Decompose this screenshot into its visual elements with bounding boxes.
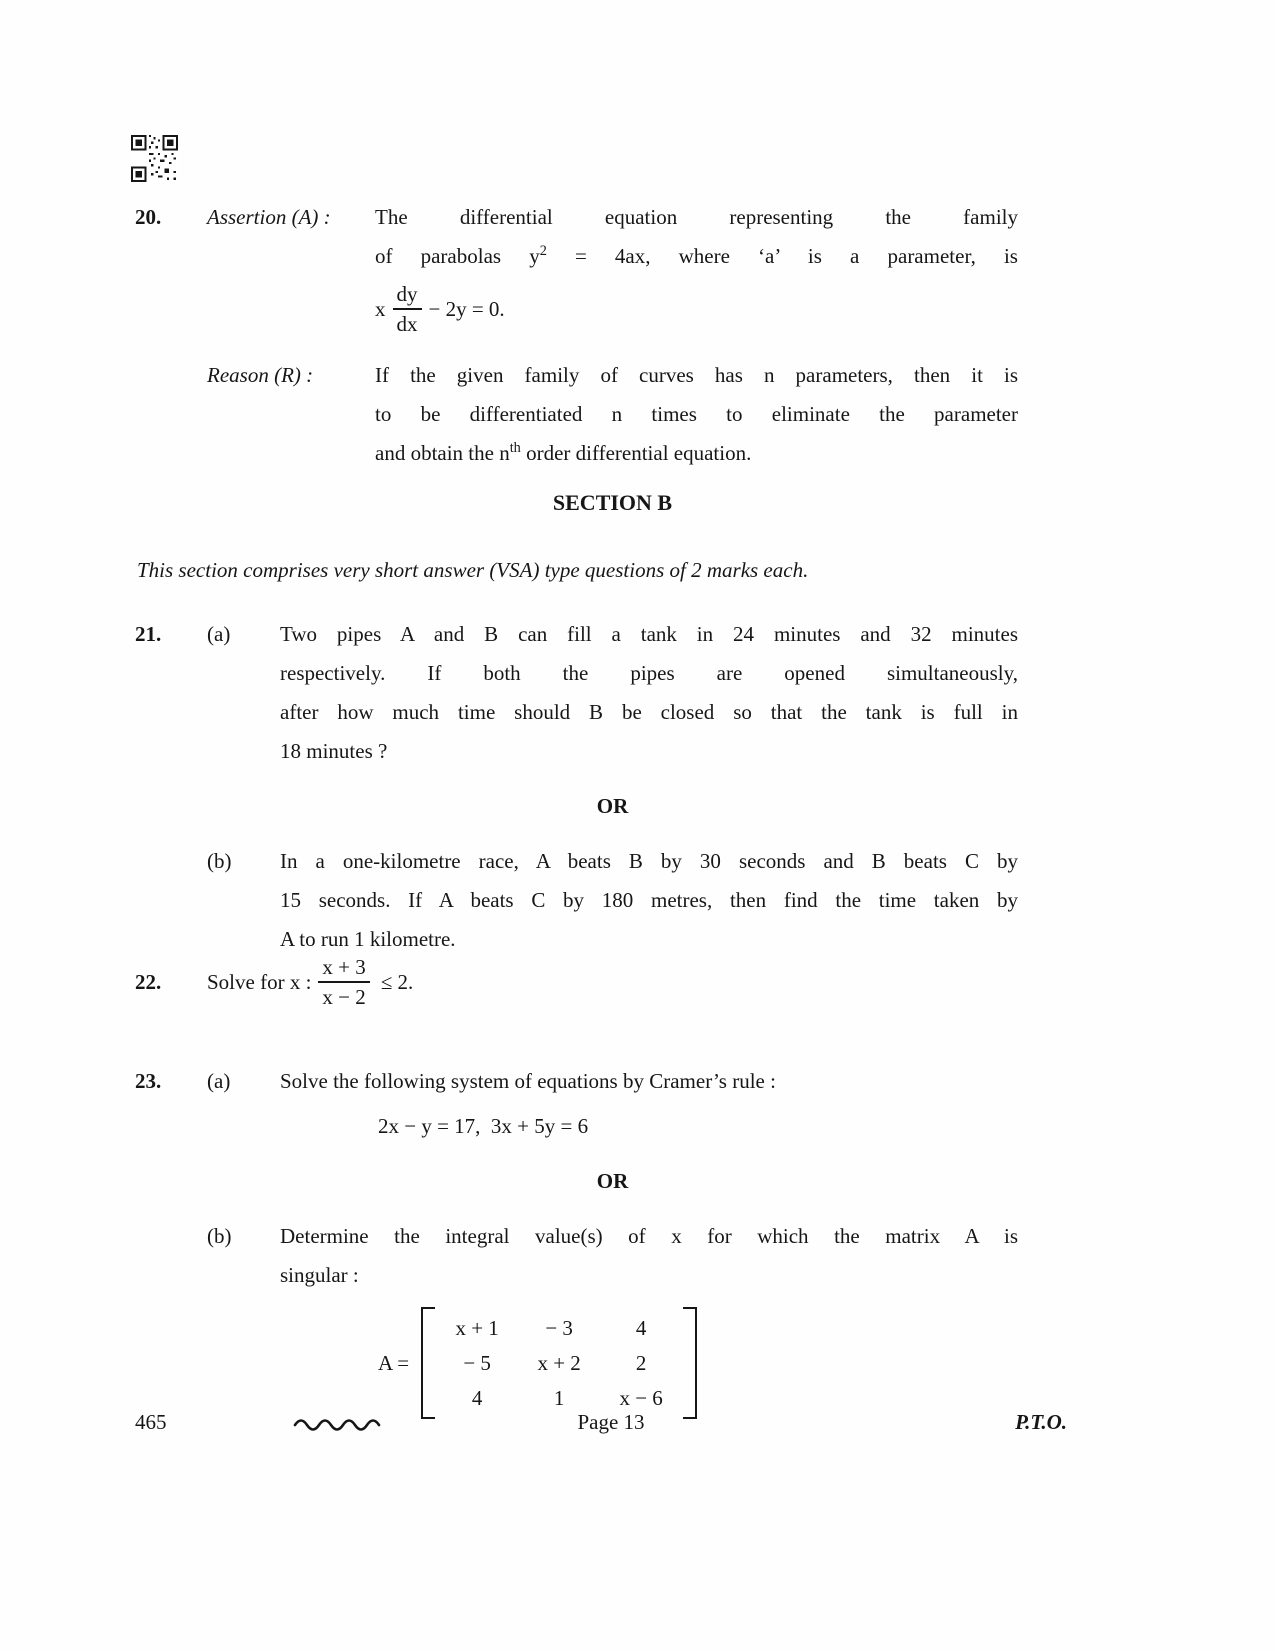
question-prompt: Solve for x :: [207, 969, 312, 994]
part-b-text: [280, 1217, 1018, 1419]
part-b-row: [135, 1217, 1018, 1419]
matrix-grid: [435, 1307, 683, 1419]
spacer: [135, 356, 207, 473]
pto-label: P.T.O.: [1015, 1410, 1067, 1434]
question-22: [135, 955, 1018, 1009]
question-text-line: [375, 434, 1018, 473]
question-text-line: respectively. If both the pipes are opened simultaneously,: [280, 661, 1018, 685]
question-number: 22.: [135, 969, 162, 994]
fraction: [393, 282, 422, 336]
matrix-cell: 4: [635, 1316, 647, 1340]
fraction: [318, 955, 369, 1009]
squiggle-graphic: [292, 1414, 388, 1434]
superscript: 2: [539, 243, 547, 259]
page-footer: [0, 1406, 1275, 1452]
question-text-line: after how much time should B be closed so that the tank is full in: [280, 700, 1018, 724]
assertion-row: [135, 198, 1018, 336]
squiggle-icon: [292, 1414, 388, 1434]
question-text-line: [375, 237, 1018, 276]
question-text-line: Two pipes A and B can fill a tank in 24 minutes and 32 minutes: [280, 622, 1018, 646]
assertion-text: [375, 198, 1018, 336]
spacer: [135, 1217, 207, 1419]
part-a-text: [280, 615, 1018, 771]
matrix-a-block: [378, 1307, 1018, 1419]
superscript: th: [509, 440, 521, 457]
system-of-equations: 2x − y = 17, 3x + 5y = 6: [378, 1114, 589, 1138]
question-number: 20.: [135, 205, 162, 229]
differential-equation: [375, 282, 1018, 336]
reason-row: [135, 356, 1018, 473]
reason-label: Reason (R) :: [207, 363, 314, 388]
matrix-cell: x + 2: [537, 1351, 581, 1375]
question-20: [135, 198, 1018, 473]
matrix-label: A =: [378, 1350, 410, 1375]
question-text-line: A to run 1 kilometre.: [280, 927, 456, 951]
question-text-line: Determine the integral value(s) of x for which the matrix A is: [280, 1224, 1018, 1248]
matrix-a: [421, 1307, 697, 1419]
part-a-label: (a): [207, 1069, 231, 1093]
question-23: [135, 1062, 1018, 1419]
question-text-line: Solve the following system of equations by Cramer’s rule :: [280, 1069, 776, 1093]
qr-code: [131, 135, 178, 182]
section-b-header: [135, 490, 1018, 516]
question-text-line: If the given family of curves has n parameters, then it is: [375, 363, 1018, 388]
page-number: Page 13: [577, 1410, 645, 1434]
matrix-cell: 1: [553, 1386, 565, 1410]
text-segment: order differential equation.: [520, 441, 752, 466]
fraction-numerator: x + 3: [318, 955, 369, 983]
part-b-text: [280, 842, 1018, 959]
matrix-left-bracket: [421, 1307, 435, 1419]
fraction-denominator: dx: [396, 312, 418, 337]
matrix-cell: 2: [635, 1351, 647, 1375]
question-text-line: to be differentiated n times to eliminate the parameter: [375, 402, 1018, 427]
matrix-cell: 4: [471, 1386, 483, 1410]
matrix-cell: − 3: [545, 1316, 573, 1340]
spacer: [135, 842, 207, 959]
question-text-line: singular :: [280, 1263, 359, 1287]
fraction-denominator: x − 2: [322, 985, 366, 1010]
reason-text: [375, 356, 1018, 473]
part-b-label: (b): [207, 1224, 232, 1248]
or-divider: OR: [596, 1169, 629, 1193]
paper-code: 465: [135, 1410, 167, 1434]
question-text-line: In a one-kilometre race, A beats B by 30 seconds and B beats C by: [280, 849, 1018, 873]
part-a-label: (a): [207, 622, 231, 646]
matrix-cell: x + 1: [455, 1316, 499, 1340]
part-a-row: [135, 615, 1018, 771]
part-a-text: [280, 1062, 1018, 1146]
inequality-suffix: ≤ 2.: [380, 969, 414, 994]
question-number: 23.: [135, 1069, 162, 1093]
or-divider: OR: [596, 794, 629, 818]
assertion-label: Assertion (A) :: [207, 205, 331, 229]
section-b-description: This section comprises very short answer (VSA) type questions of 2 marks each.: [137, 558, 809, 582]
question-number: 21.: [135, 622, 162, 646]
text-segment: of parabolas y: [375, 244, 540, 268]
part-a-row: [135, 1062, 1018, 1146]
matrix-cell: − 5: [463, 1351, 491, 1375]
matrix-cell: x − 6: [619, 1386, 663, 1410]
section-b-heading: SECTION B: [552, 490, 673, 515]
question-text-line: 18 minutes ?: [280, 739, 388, 763]
question-21: [135, 615, 1018, 959]
text-segment: = 4ax, where ‘a’ is a parameter, is: [546, 244, 1018, 268]
part-b-label: (b): [207, 849, 232, 873]
qr-code-graphic: [131, 135, 178, 182]
question-text-line: 15 seconds. If A beats C by 180 metres, then find the time taken by: [280, 888, 1018, 912]
text-segment: and obtain the n: [375, 441, 510, 466]
question-text-line: The differential equation representing the family: [375, 205, 1018, 229]
part-b-row: [135, 842, 1018, 959]
equation-variable: x: [375, 296, 386, 321]
fraction-numerator: dy: [393, 282, 422, 310]
equation-rest: − 2y = 0.: [428, 296, 505, 321]
matrix-right-bracket: [683, 1307, 697, 1419]
